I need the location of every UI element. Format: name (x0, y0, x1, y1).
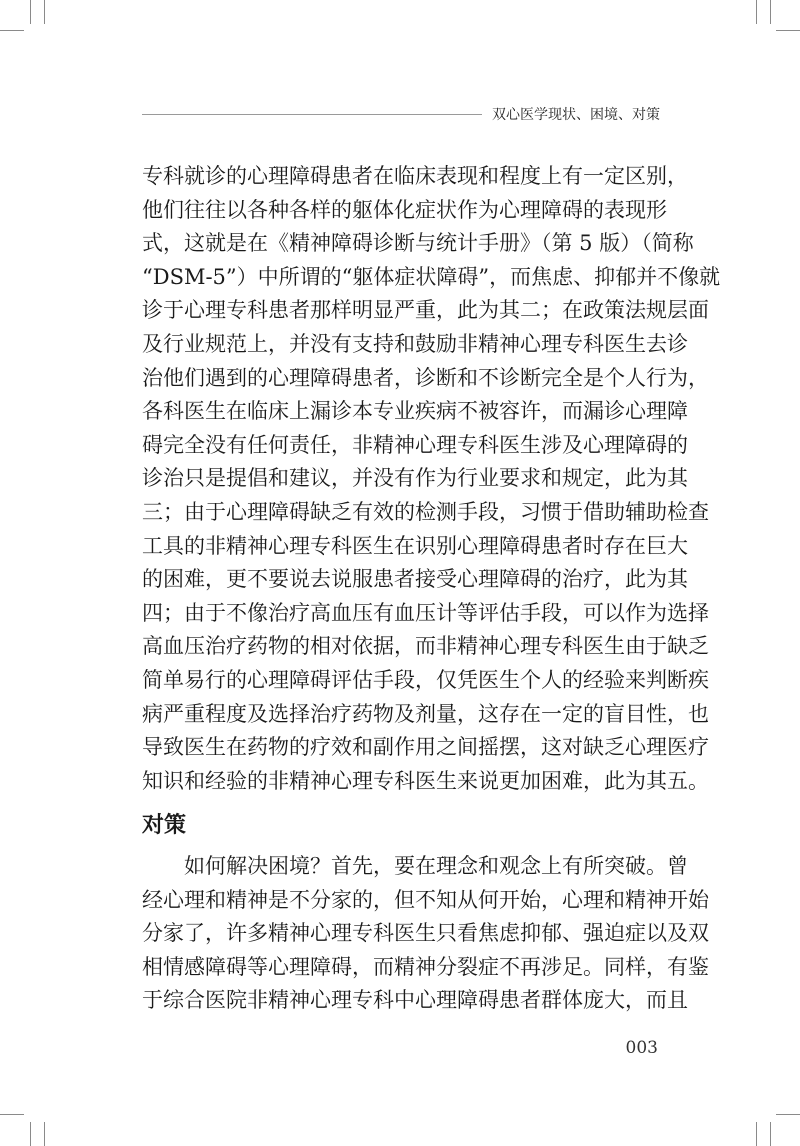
text-line: 于综合医院非精神心理专科中心理障碍患者群体庞大，而且 (142, 988, 688, 1013)
text-line: 式，这就是在《精神障碍诊断与统计手册》（第 5 版）（简称 (142, 231, 694, 256)
crop-mark (770, 0, 771, 24)
text-line: 工具的非精神心理专科医生在识别心理障碍患者时存在巨大 (142, 533, 688, 558)
crop-mark (756, 0, 757, 24)
crop-mark (44, 0, 45, 24)
text-line: 四；由于不像治疗高血压有血压计等评估手段，可以作为选择 (142, 600, 709, 625)
text-line: 经心理和精神是不分家的，但不知从何开始，心理和精神开始 (142, 887, 709, 912)
text-line: 导致医生在药物的疗效和副作用之间摇摆，这对缺乏心理医疗 (142, 735, 709, 760)
text-line: 分家了，许多精神心理专科医生只看焦虑抑郁、强迫症以及双 (142, 921, 709, 946)
text-line: 诊治只是提倡和建议，并没有作为行业要求和规定，此为其 (142, 466, 688, 491)
body-paragraph-2 (142, 850, 709, 1018)
section-heading: 对策 (142, 813, 187, 838)
running-title: 双心医学现状、困境、对策 (492, 107, 660, 123)
crop-mark (44, 1122, 45, 1146)
text-line: “DSM-5”）中所谓的“躯体症状障碍”，而焦虑、抑郁并不像就 (142, 264, 721, 289)
page-number: 003 (625, 1038, 658, 1058)
text-line: 相情感障碍等心理障碍，而精神分裂症不再涉足。同样，有鉴 (142, 954, 709, 979)
crop-mark (770, 1122, 771, 1146)
text-line: 专科就诊的心理障碍患者在临床表现和程度上有一定区别， (142, 164, 688, 188)
text-line: 如何解决困境？首先，要在理念和观念上有所突破。曾 (142, 854, 688, 878)
header-rule (142, 114, 482, 115)
text-line: 病严重程度及选择治疗药物及剂量，这存在一定的盲目性，也 (142, 701, 709, 726)
text-line: 知识和经验的非精神心理专科医生来说更加困难，此为其五。 (142, 768, 709, 793)
text-line: 各科医生在临床上漏诊本专业疾病不被容许，而漏诊心理障 (142, 399, 688, 424)
text-line: 的困难，更不要说去说服患者接受心理障碍的治疗，此为其 (142, 567, 688, 592)
body-paragraph-1 (142, 160, 721, 798)
crop-mark (776, 30, 800, 31)
crop-mark (756, 1122, 757, 1146)
crop-mark (0, 1114, 24, 1115)
text-line: 简单易行的心理障碍评估手段，仅凭医生个人的经验来判断疾 (142, 667, 709, 692)
crop-mark (30, 1122, 31, 1146)
crop-mark (776, 1114, 800, 1115)
text-line: 及行业规范上，并没有支持和鼓励非精神心理专科医生去诊 (142, 331, 688, 356)
text-line: 他们往往以各种各样的躯体化症状作为心理障碍的表现形 (142, 197, 667, 222)
crop-mark (30, 0, 31, 24)
text-line: 高血压治疗药物的相对依据，而非精神心理专科医生由于缺乏 (142, 634, 709, 659)
text-line: 治他们遇到的心理障碍患者，诊断和不诊断完全是个人行为， (142, 365, 709, 390)
running-header (142, 102, 660, 126)
text-line: 碍完全没有任何责任，非精神心理专科医生涉及心理障碍的 (142, 432, 688, 457)
crop-mark (0, 30, 24, 31)
text-line: 三；由于心理障碍缺乏有效的检测手段，习惯于借助辅助检查 (142, 499, 709, 524)
text-line: 诊于心理专科患者那样明显严重，此为其二；在政策法规层面 (142, 298, 709, 323)
